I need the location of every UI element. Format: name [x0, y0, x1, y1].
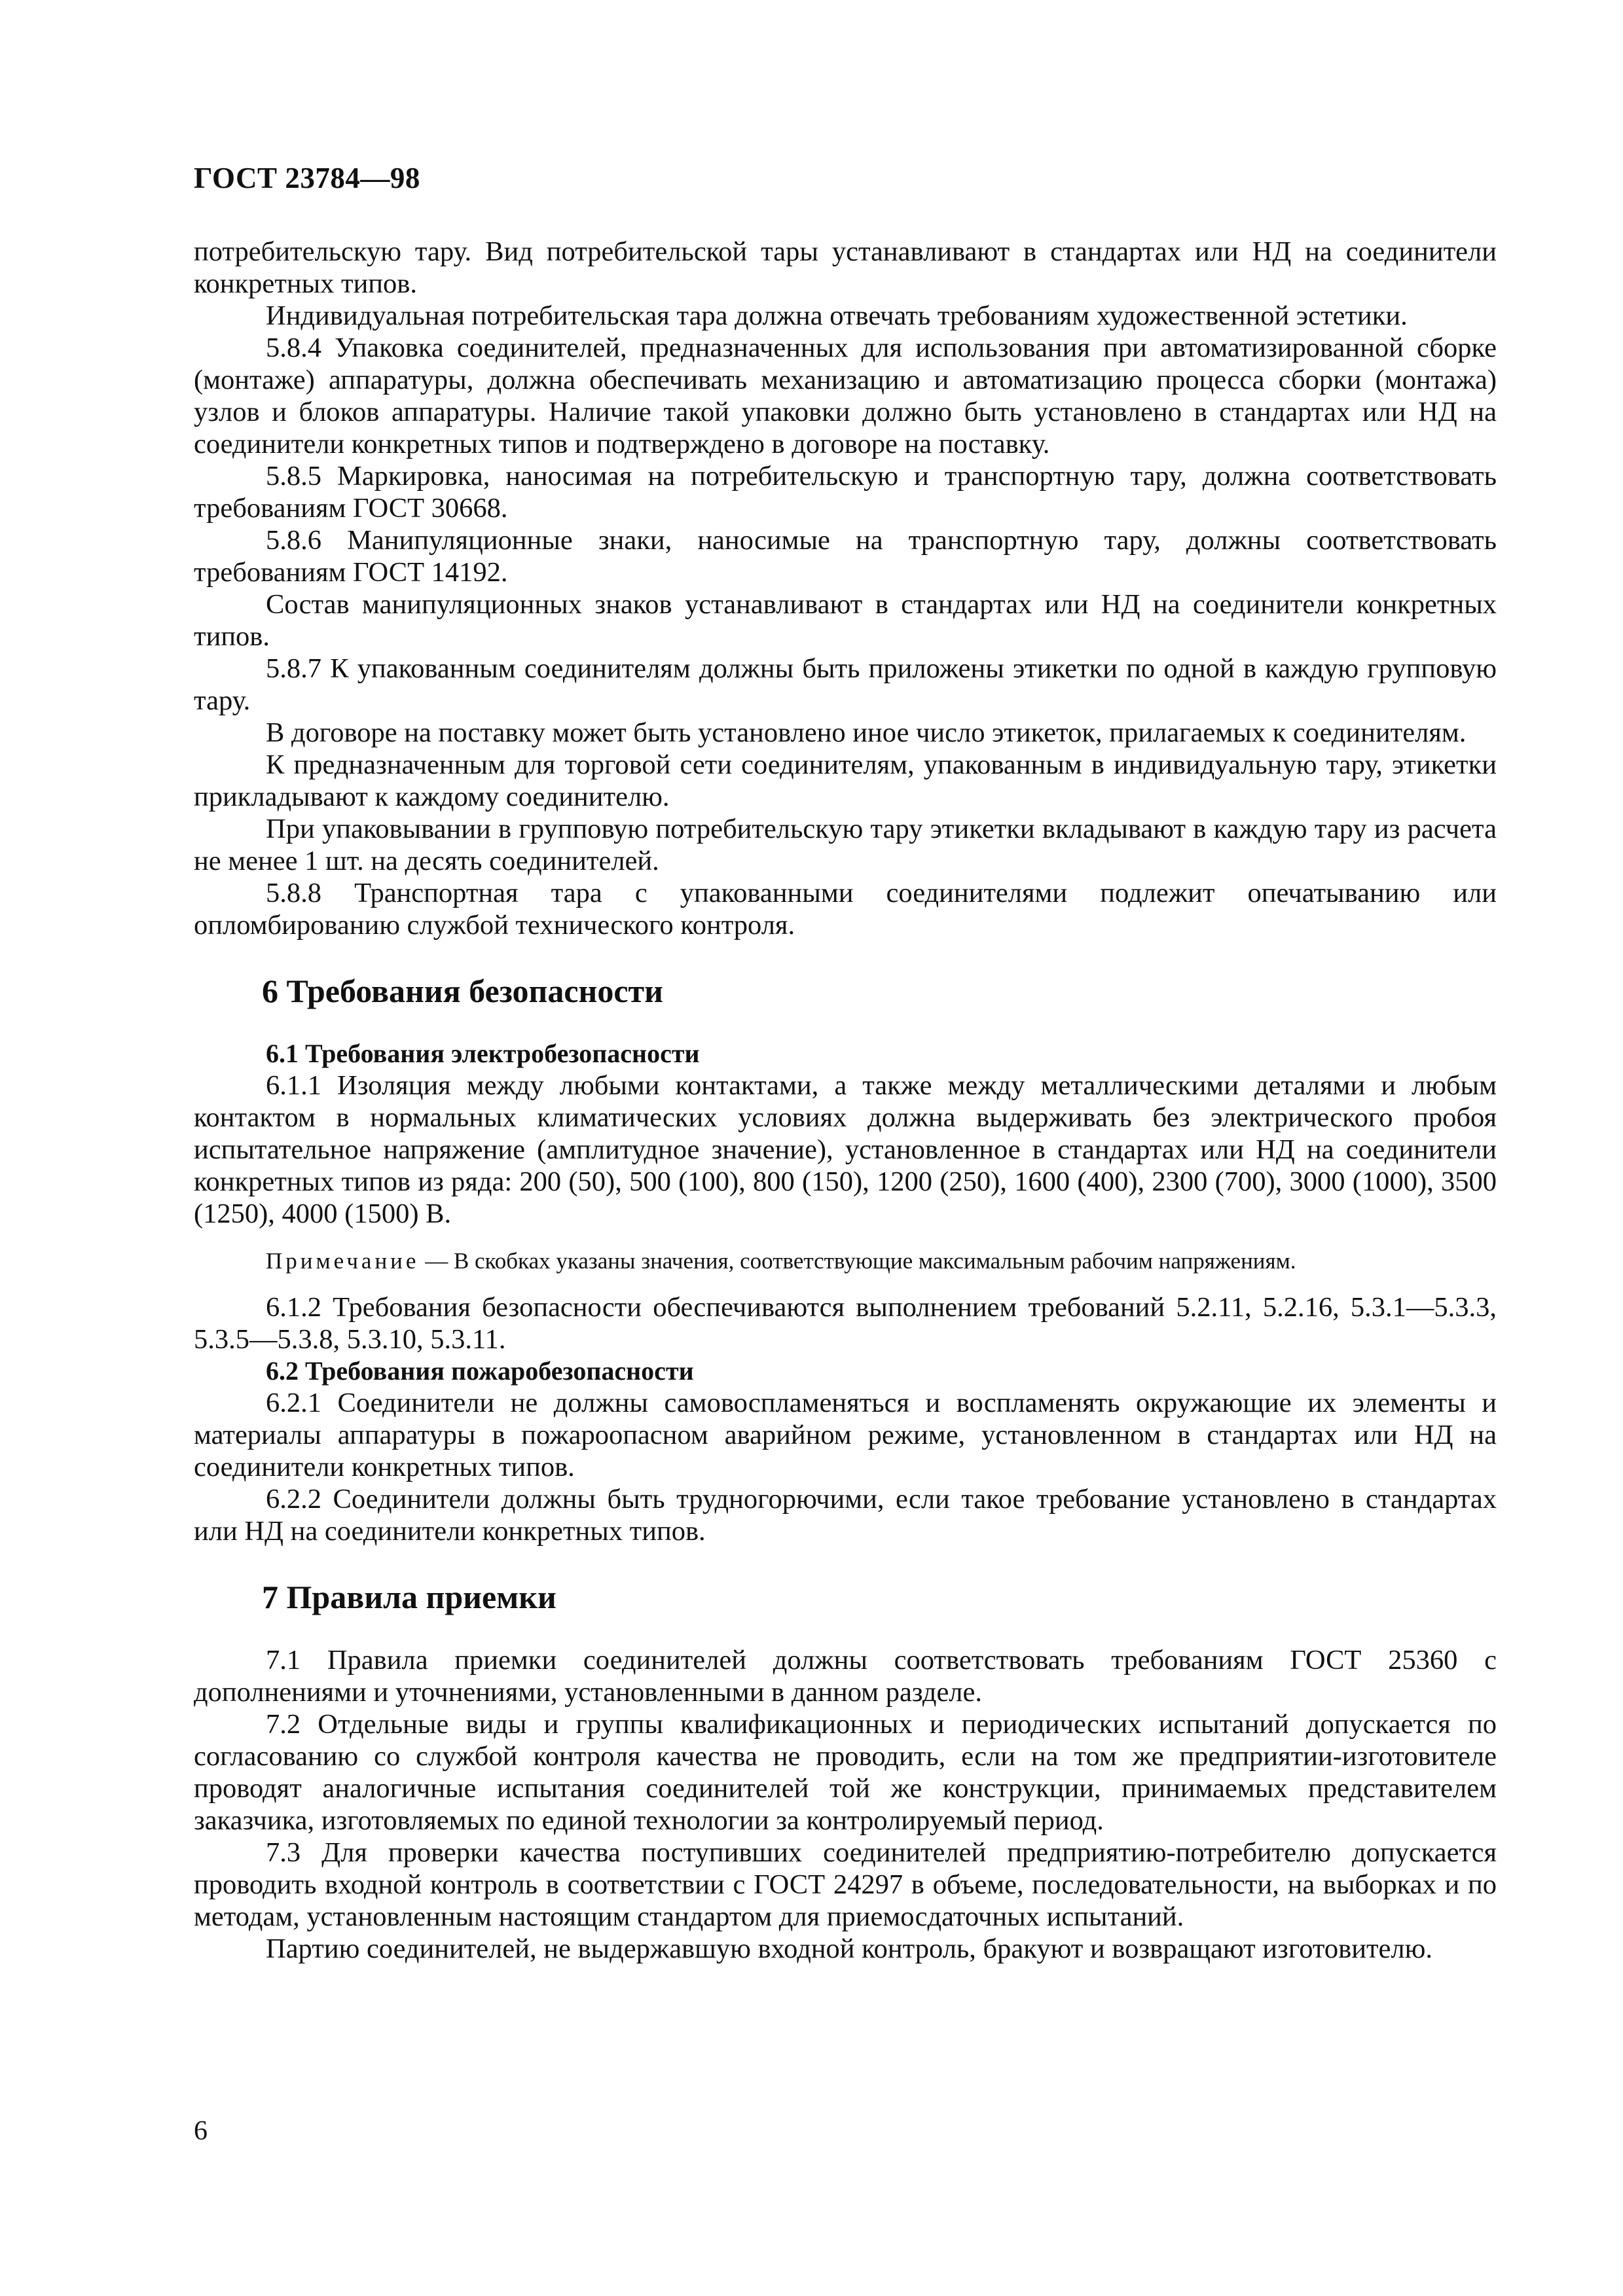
paragraph: 5.8.7 К упакованным соединителям должны быть приложены этикетки по одной в каждую групповую тару.	[194, 653, 1497, 716]
paragraph: 5.8.5 Маркировка, наносимая на потребительскую и транспортную тару, должна соответствовать требованиям ГОСТ 30668.	[194, 461, 1497, 524]
note	[194, 1247, 1497, 1276]
paragraph: При упаковывании в групповую потребительскую тару этикетки вкладывают в каждую тару из расчета не менее 1 шт. на десять соединителей.	[194, 814, 1497, 876]
paragraph: В договоре на поставку может быть установлено иное число этикеток, прилагаемых к соединителям.	[266, 717, 1467, 748]
paragraph: 6.2.2 Соединители должны быть трудногорючими, если такое требование установлено в стандартах или НД на соединители конкретных типов.	[194, 1484, 1497, 1547]
subsection-heading-6-1: 6.1 Требования электробезопасности	[266, 1039, 700, 1068]
note-text: — В скобках указаны значения, соответствующие максимальным рабочим напряжениям.	[419, 1248, 1296, 1274]
paragraph: 7.3 Для проверки качества поступивших соединителей предприятию-потребителю допускается проводить входной контроль в соответствии с ГОСТ 24297 в объеме, последовательности, на выборках и по методам, установленным настоящим стандартом для приемосдаточных испытаний.	[194, 1837, 1497, 1932]
section-heading-6: 6 Требования безопасности	[262, 973, 663, 1009]
paragraph: 7.2 Отдельные виды и группы квалификационных и периодических испытаний допускается по согласованию со службой контроля качества не проводить, если на том же предприятии-изготовителе проводят аналогичные испытания соединителей той же конструкции, принимаемых представителем заказчика, изготовляемых по единой технологии за контролируемый период.	[194, 1709, 1497, 1836]
paragraph: Индивидуальная потребительская тара должна отвечать требованиям художественной эстетики.	[266, 300, 1408, 331]
paragraph: 6.2.1 Соединители не должны самовоспламеняться и воспламенять окружающие их элементы и материалы аппаратуры в пожароопасном аварийном режиме, установленном в стандартах или НД на соединители конкретных типов.	[194, 1388, 1497, 1482]
section-heading-7: 7 Правила приемки	[262, 1579, 556, 1615]
document-header: ГОСТ 23784—98	[194, 162, 420, 194]
paragraph: 5.8.4 Упаковка соединителей, предназначенных для использования при автоматизированной сборке (монтаже) аппаратуры, должна обеспечивать механизацию и автоматизацию процесса сборки (монтажа) узлов и блоков аппаратуры. Наличие такой упаковки должно быть установлено в стандартах или НД на соединители конкретных типов и подтверждено в договоре на поставку.	[194, 332, 1497, 459]
paragraph: потребительскую тару. Вид потребительской тары устанавливают в стандартах или НД на соединители конкретных типов.	[194, 236, 1497, 299]
paragraph: 5.8.6 Манипуляционные знаки, наносимые на транспортную тару, должны соответствовать требованиям ГОСТ 14192.	[194, 525, 1497, 588]
document-body	[194, 236, 1497, 1965]
paragraph: Состав манипуляционных знаков устанавливают в стандартах или НД на соединители конкретных типов.	[194, 589, 1497, 652]
paragraph: 6.1.1 Изоляция между любыми контактами, а также между металлическими деталями и любым контактом в нормальных климатических условиях должна выдерживать без электрического пробоя испытательное напряжение (амплитудное значение), установленное в стандартах или НД на соединители конкретных типов из ряда: 200 (50), 500 (100), 800 (150), 1200 (250), 1600 (400), 2300 (700), 3000 (1000), 3500 (1250), 4000 (1500) В.	[194, 1070, 1497, 1229]
paragraph: 6.1.2 Требования безопасности обеспечиваются выполнением требований 5.2.11, 5.2.16, 5.3.1—5.3.3, 5.3.5—5.3.8, 5.3.10, 5.3.11.	[194, 1292, 1497, 1355]
paragraph: 5.8.8 Транспортная тара с упакованными соединителями подлежит опечатыванию или опломбированию службой технического контроля.	[194, 878, 1497, 941]
paragraph: 7.1 Правила приемки соединителей должны соответствовать требованиям ГОСТ 25360 с дополнениями и уточнениями, установленными в данном разделе.	[194, 1645, 1497, 1708]
note-label: Примечание	[266, 1248, 420, 1274]
page-number: 6	[194, 2116, 208, 2146]
subsection-heading-6-2: 6.2 Требования пожаробезопасности	[266, 1356, 694, 1386]
paragraph: К предназначенным для торговой сети соединителям, упакованным в индивидуальную тару, этикетки прикладывают к каждому соединителю.	[194, 749, 1497, 812]
paragraph: Партию соединителей, не выдержавшую входной контроль, бракуют и возвращают изготовителю.	[266, 1933, 1432, 1964]
